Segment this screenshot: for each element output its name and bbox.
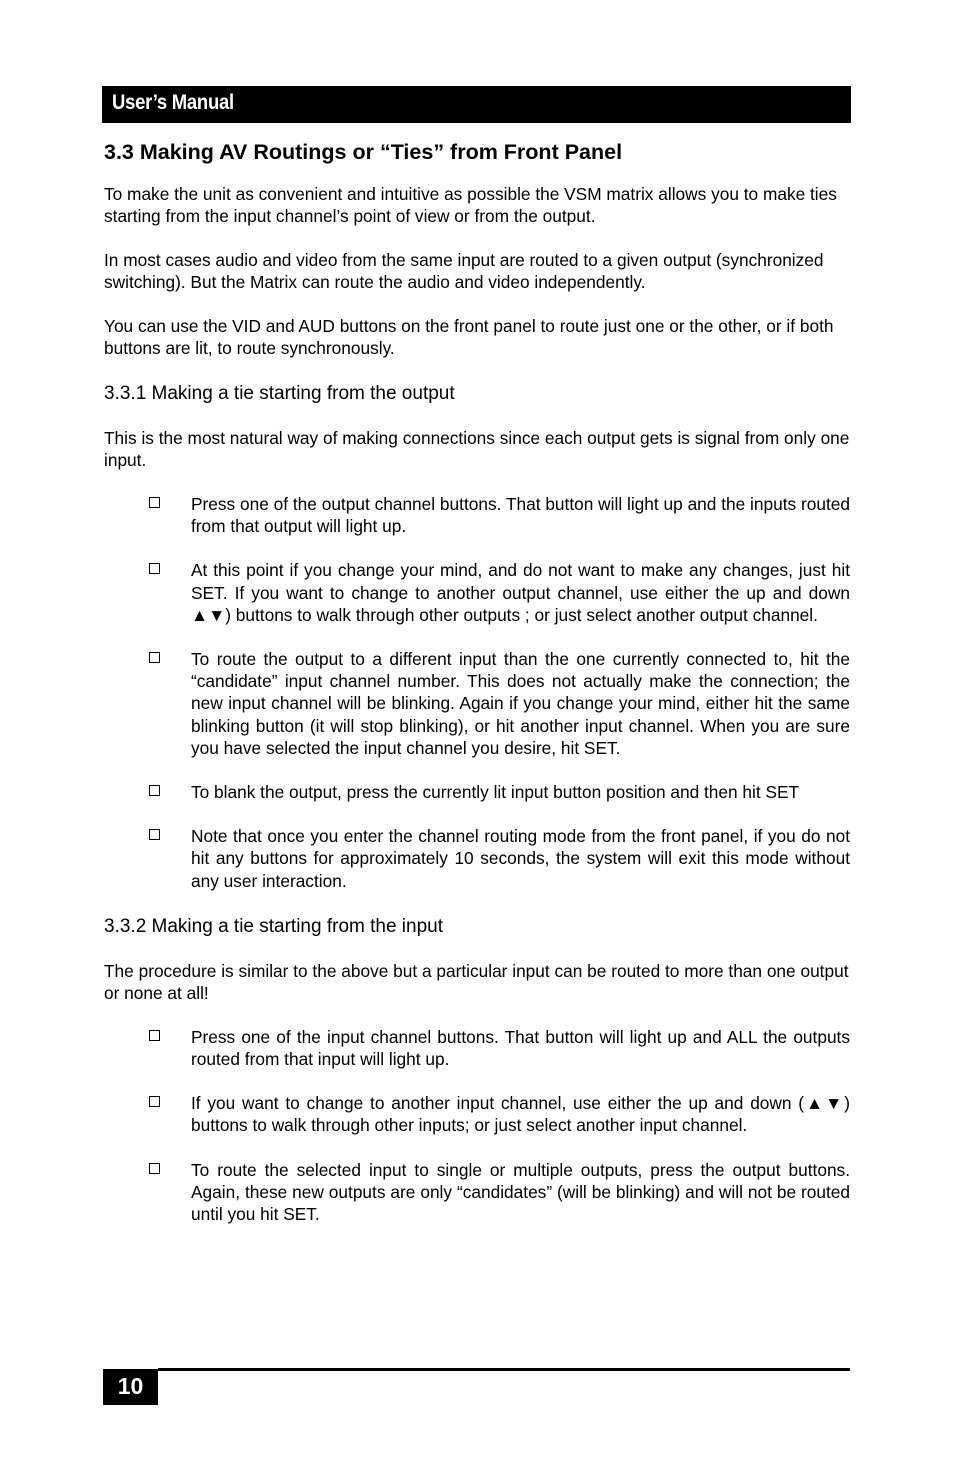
list-item	[104, 825, 850, 892]
list-item-text: To route the selected input to single or multiple outputs, press the output buttons. Again, these new outputs are only “candidates” (will be blinking) and will not be routed until you hit SET.	[191, 1159, 850, 1225]
list-item-text: At this point if you change your mind, and do not want to make any changes, just hit SET. If you want to change to another output channel, use either the up and down ▲▼) buttons to walk through other outputs ; or just select another output channel.	[191, 560, 850, 625]
list-item	[104, 1026, 850, 1070]
footer-rule	[158, 1368, 850, 1371]
list-item	[104, 493, 850, 537]
subsection-intro: The procedure is similar to the above but a particular input can be routed to more than one output or none at all!	[104, 960, 849, 1003]
list-item	[104, 559, 850, 626]
subsection-title: 3.3.1 Making a tie starting from the output	[104, 383, 455, 404]
checkbox-bullet-icon	[149, 1030, 160, 1041]
paragraph: You can use the VID and AUD buttons on the front panel to route just one or the other, or if both buttons are lit, to route synchronously.	[104, 316, 834, 358]
section-title: 3.3 Making AV Routings or “Ties” from Front Panel	[104, 140, 623, 164]
header-bar	[102, 86, 851, 123]
subsection-title: 3.3.2 Making a tie starting from the input	[104, 915, 444, 937]
checkbox-bullet-icon	[149, 1096, 160, 1107]
list-item-text: Press one of the input channel buttons. That button will light up and ALL the outputs routed from that input will light up.	[191, 1026, 850, 1070]
page-content	[104, 136, 850, 1247]
checkbox-bullet-icon	[149, 652, 160, 663]
list-item	[104, 648, 850, 759]
list-item-text: Press one of the output channel buttons. That button will light up and the inputs routed from that output will light up.	[191, 494, 850, 537]
subsection-intro: This is the most natural way of making connections since each output gets is signal from only one input.	[104, 428, 850, 470]
header-title: User’s Manual	[112, 91, 234, 114]
bullet-list	[104, 1026, 850, 1225]
page-number: 10	[117, 1373, 144, 1399]
list-item	[104, 781, 850, 803]
checkbox-bullet-icon	[149, 497, 160, 508]
checkbox-bullet-icon	[149, 563, 160, 574]
page-number-box	[103, 1369, 158, 1405]
paragraph: In most cases audio and video from the same input are routed to a given output (synchronized switching). But the Matrix can route the audio and video independently.	[104, 250, 824, 292]
bullet-list	[104, 493, 850, 892]
checkbox-bullet-icon	[149, 1163, 160, 1174]
list-item	[104, 1159, 850, 1226]
list-item-text: To blank the output, press the currently lit input button position and then hit SET	[191, 782, 800, 803]
list-item	[104, 1092, 850, 1136]
paragraph: To make the unit as convenient and intuitive as possible the VSM matrix allows you to make ties starting from the input channel’s point of view or from the output.	[104, 184, 837, 226]
checkbox-bullet-icon	[149, 785, 160, 796]
list-item-text: Note that once you enter the channel routing mode from the front panel, if you do not hit any buttons for approximately 10 seconds, the system will exit this mode without any user interaction.	[191, 826, 850, 891]
list-item-text: To route the output to a different input than the one currently connected to, hit the “candidate” input channel number. This does not actually make the connection; the new input channel will be blinking. Again if you change your mind, either hit the same blinking button (it will stop blinking), or hit another input channel. When you are sure you have selected the input channel you desire, hit SET.	[191, 649, 850, 758]
checkbox-bullet-icon	[149, 829, 160, 840]
list-item-text: If you want to change to another input channel, use either the up and down (▲▼) buttons to walk through other inputs; or just select another input channel.	[191, 1093, 850, 1136]
